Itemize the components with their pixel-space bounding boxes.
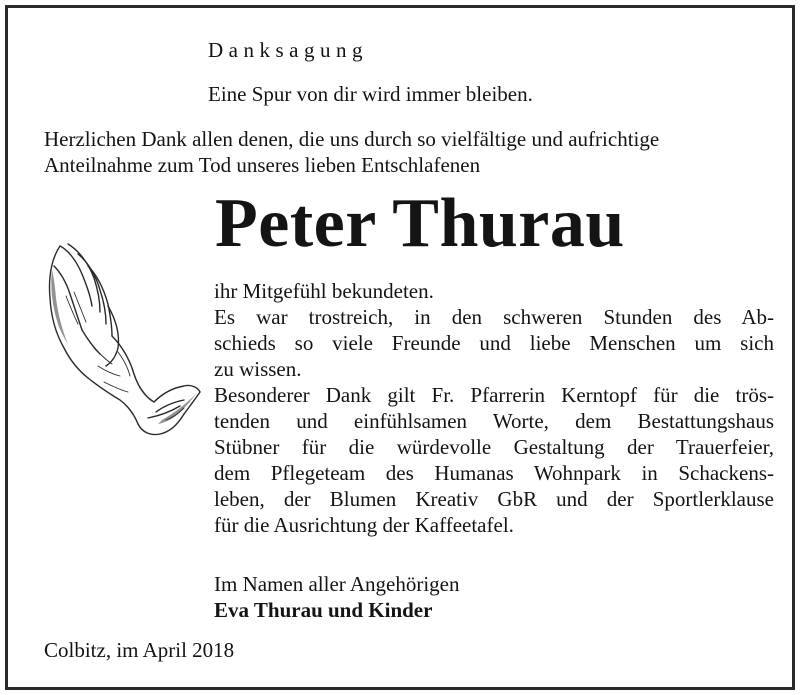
body-line: tenden und einfühlsamen Worte, dem Bestattungshaus	[214, 409, 774, 433]
place-date: Colbitz, im April 2018	[44, 638, 235, 662]
body-line: zu wissen.	[214, 357, 302, 381]
memorial-quote: Eine Spur von dir wird immer bleiben.	[208, 82, 533, 106]
body-line: ihr Mitgefühl bekundeten.	[214, 279, 434, 303]
praying-hands-icon	[38, 236, 203, 441]
deceased-name: Peter Thurau	[215, 185, 625, 262]
intro-line: Herzlichen Dank allen denen, die uns durch so vielfältige und aufrichtige	[44, 127, 660, 151]
body-line: für die Ausrichtung der Kaffeetafel.	[214, 513, 514, 537]
signoff-block	[214, 571, 460, 623]
body-line: schieds so viele Freunde und liebe Menschen um sich	[214, 331, 774, 355]
body-line: Stübner für die würdevolle Gestaltung der Trauerfeier,	[214, 435, 774, 459]
signoff-line: Im Namen aller Angehörigen	[214, 572, 460, 596]
family-names: Eva Thurau und Kinder	[214, 598, 433, 622]
acknowledgement-text	[214, 278, 774, 538]
intro-text	[44, 126, 659, 178]
body-line: dem Pflegeteam des Humanas Wohnpark in Schackens-	[214, 461, 774, 485]
notice-heading: Danksagung	[208, 38, 368, 62]
body-line: Es war trostreich, in den schweren Stunden des Ab-	[214, 305, 774, 329]
body-line: Besonderer Dank gilt Fr. Pfarrerin Kerntopf für die trös-	[214, 383, 774, 407]
notice-frame	[5, 5, 795, 690]
body-line: leben, der Blumen Kreativ GbR und der Sportlerklause	[214, 487, 774, 511]
intro-line: Anteilnahme zum Tod unseres lieben Entschlafenen	[44, 153, 481, 177]
